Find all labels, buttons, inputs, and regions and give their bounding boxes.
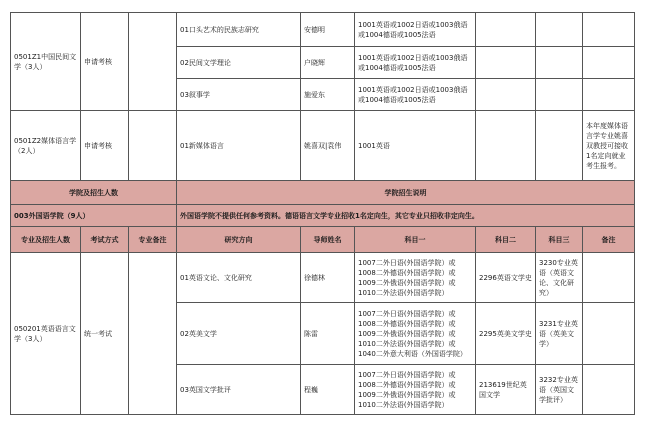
major-remark-cell — [129, 13, 177, 111]
table-row — [11, 111, 635, 181]
tutor-cell: 户晓辉 — [301, 47, 355, 79]
col-header-exam: 考试方式 — [81, 227, 129, 253]
direction-cell: 02民间文学理论 — [177, 47, 301, 79]
direction-cell: 03英国文学批评 — [177, 365, 301, 415]
subject2-cell — [476, 13, 536, 47]
note-cell — [583, 365, 635, 415]
admission-table — [10, 12, 635, 415]
subject1-cell: 1001英语 — [355, 111, 476, 181]
school-note: 外国语学院不提供任何参考资料。德语语言文学专业招收1名定向生，其它专业只招收非定向生。 — [177, 205, 635, 227]
school-row — [11, 205, 635, 227]
major-cell: 050201英语语言文学（3人） — [11, 253, 81, 415]
major-cell: 0501Z2媒体语言学（2人） — [11, 111, 81, 181]
tutor-cell: 陈雷 — [301, 303, 355, 365]
direction-cell: 01口头艺术的民族志研究 — [177, 13, 301, 47]
table-row — [11, 253, 635, 303]
school-name: 003外国语学院（9人） — [11, 205, 177, 227]
exam-method-cell: 统一考试 — [81, 253, 129, 415]
subject2-cell: 213619世纪英国文学 — [476, 365, 536, 415]
subject1-cell: 1007二外日语(外国语学院）或 1008二外德语(外国语学院）或 1009二外俄语(外国语学院）或 1010二外法语(外国语学院） — [355, 253, 476, 303]
subject1-cell: 1007二外日语(外国语学院）或 1008二外德语(外国语学院）或 1009二外俄语(外国语学院）或 1010二外法语(外国语学院） — [355, 365, 476, 415]
subject3-cell — [536, 79, 583, 111]
note-cell: 本年度媒体语言学专业姚喜双教授可接收1名定向就业考生报考。 — [583, 111, 635, 181]
col-header-tutor: 导师姓名 — [301, 227, 355, 253]
col-header-subject1: 科目一 — [355, 227, 476, 253]
subject3-cell — [536, 47, 583, 79]
subject3-cell — [536, 111, 583, 181]
major-remark-cell — [129, 253, 177, 415]
exam-method-cell: 申请考核 — [81, 111, 129, 181]
subject2-cell: 2296英语文学史 — [476, 253, 536, 303]
subject2-cell — [476, 79, 536, 111]
note-cell — [583, 13, 635, 47]
subject2-cell: 2295英美文学史 — [476, 303, 536, 365]
section-header-left: 学院及招生人数 — [11, 181, 177, 205]
section-header-right: 学院招生说明 — [177, 181, 635, 205]
col-header-subject3: 科目三 — [536, 227, 583, 253]
direction-cell: 01新媒体语言 — [177, 111, 301, 181]
direction-cell: 02英美文学 — [177, 303, 301, 365]
tutor-cell: 程巍 — [301, 365, 355, 415]
table-row — [11, 13, 635, 47]
note-cell — [583, 79, 635, 111]
note-cell — [583, 253, 635, 303]
subject1-cell: 1007二外日语(外国语学院）或 1008二外德语(外国语学院）或 1009二外俄语(外国语学院）或 1010二外法语(外国语学院）或 1040二外意大利语（外国语学院） — [355, 303, 476, 365]
subject3-cell: 3230专业英语（英语文论、文化研究） — [536, 253, 583, 303]
major-remark-cell — [129, 111, 177, 181]
subject3-cell — [536, 13, 583, 47]
tutor-cell: 姚喜双|袁伟 — [301, 111, 355, 181]
col-header-direction: 研究方向 — [177, 227, 301, 253]
subject1-cell: 1001英语或1002日语或1003俄语或1004德语或1005法语 — [355, 79, 476, 111]
col-header-remark: 专业备注 — [129, 227, 177, 253]
section-header-row — [11, 181, 635, 205]
subject3-cell: 3231专业英语（英美文学） — [536, 303, 583, 365]
subject2-cell — [476, 111, 536, 181]
subject3-cell: 3232专业英语（英国文学批评） — [536, 365, 583, 415]
note-cell — [583, 47, 635, 79]
note-cell — [583, 303, 635, 365]
col-header-note: 备注 — [583, 227, 635, 253]
col-header-major: 专业及招生人数 — [11, 227, 81, 253]
tutor-cell: 徐德林 — [301, 253, 355, 303]
major-cell: 0501Z1中国民间文学（3人） — [11, 13, 81, 111]
direction-cell: 03叙事学 — [177, 79, 301, 111]
subject1-cell: 1001英语或1002日语或1003俄语或1004德语或1005法语 — [355, 13, 476, 47]
tutor-cell: 施爱东 — [301, 79, 355, 111]
tutor-cell: 安德明 — [301, 13, 355, 47]
col-header-subject2: 科目二 — [476, 227, 536, 253]
subject2-cell — [476, 47, 536, 79]
exam-method-cell: 申请考核 — [81, 13, 129, 111]
direction-cell: 01英语文论、文化研究 — [177, 253, 301, 303]
column-header-row — [11, 227, 635, 253]
subject1-cell: 1001英语或1002日语或1003俄语或1004德语或1005法语 — [355, 47, 476, 79]
